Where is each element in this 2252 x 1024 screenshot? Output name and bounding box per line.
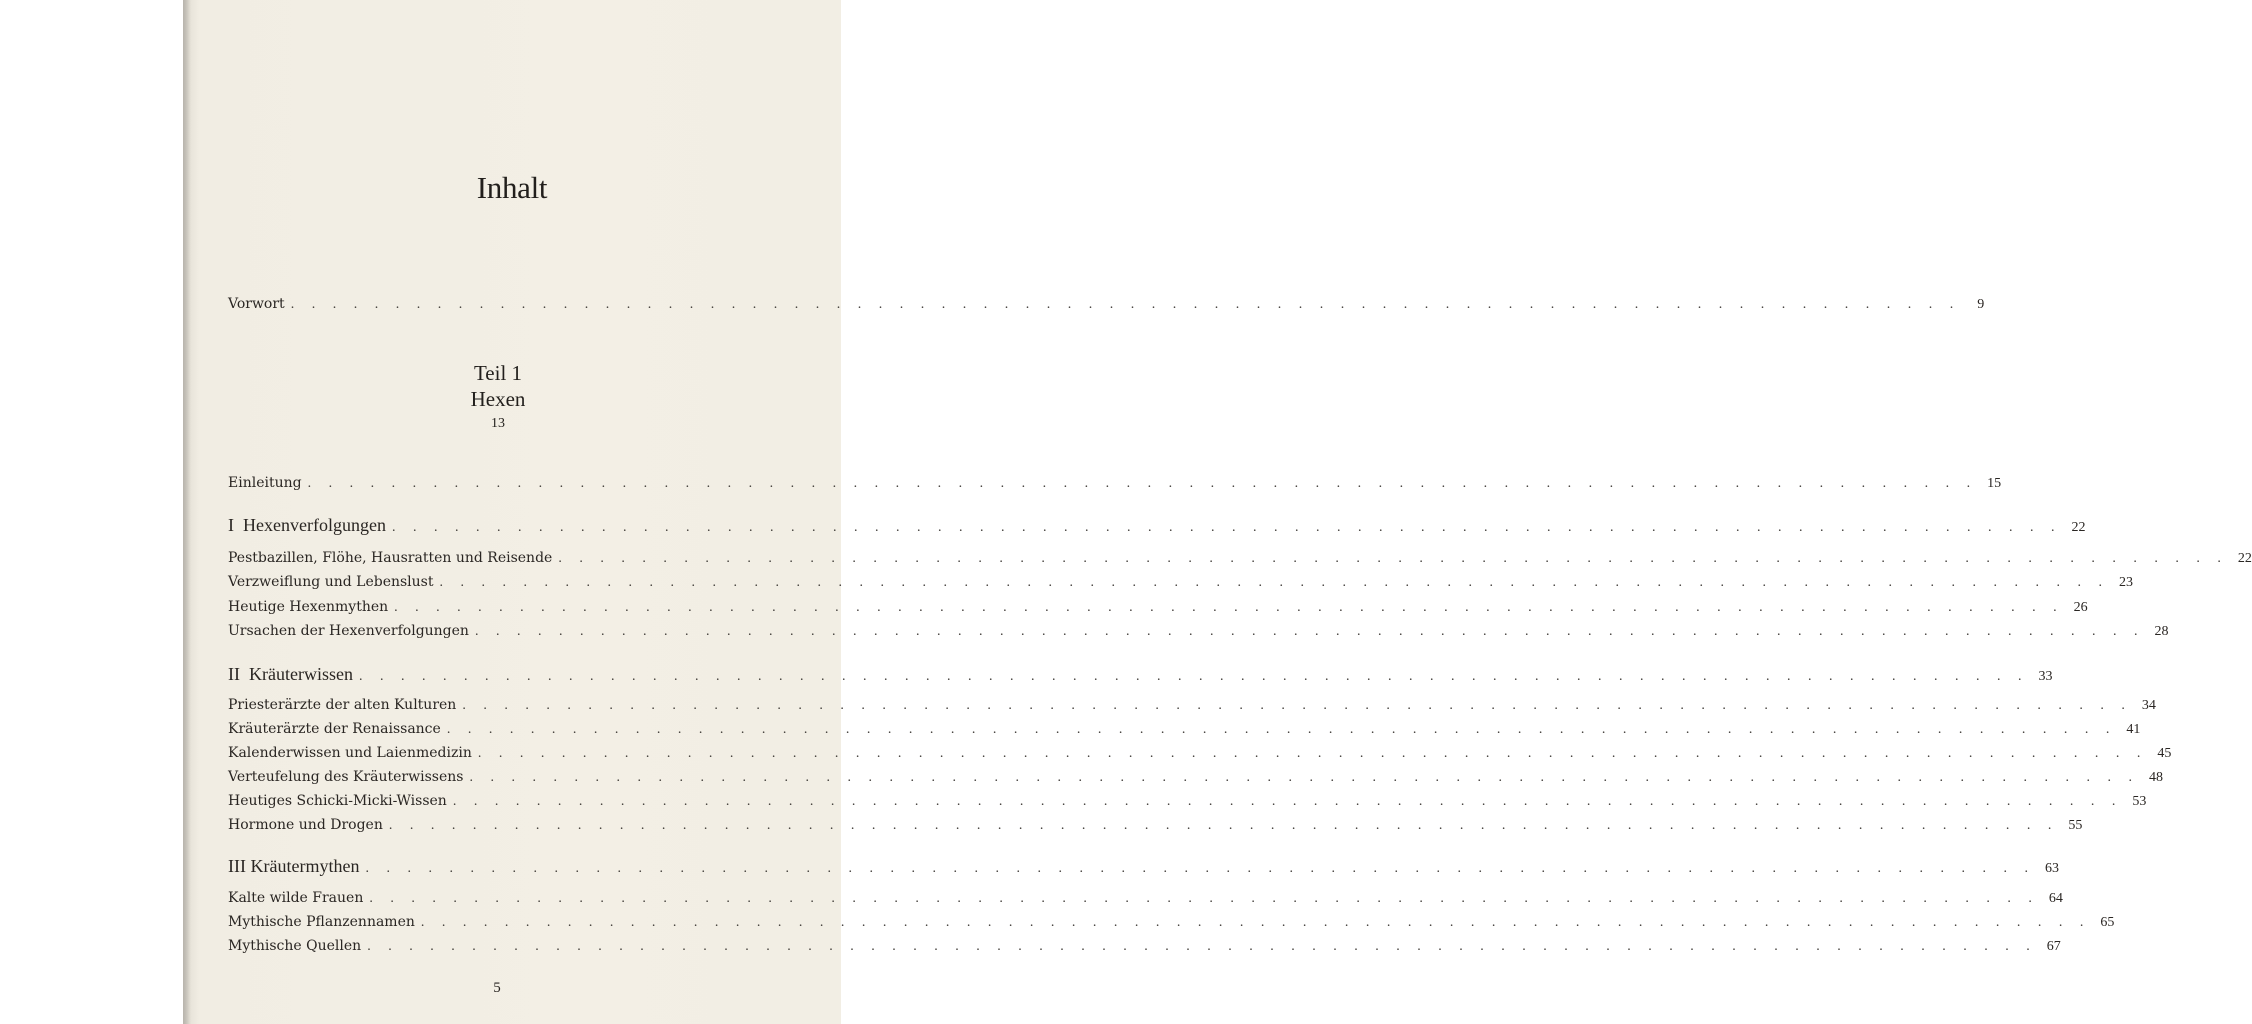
- dot-leader: . . . . . . . . . . . . . . . . . . . . . . . . . . . . . . . . . . . . . . . . . . . . . . . . . . . . . . . . . . . . . . . . . . . . . . . . . . . . . . . .: [446, 722, 2117, 737]
- toc-section: [228, 769, 2163, 789]
- section-label: Verzweiflung und Lebenslust: [228, 574, 434, 590]
- part-name: Hexen: [470, 387, 526, 411]
- dot-leader: . . . . . . . . . . . . . . . . . . . . . . . . . . . . . . . . . . . . . . . . . . . . . . . . . . . . . . . . . . . . . . . . . . . . . . . . . . . . . . . .: [394, 600, 2064, 615]
- toc-section: [228, 938, 2061, 958]
- dot-leader: . . . . . . . . . . . . . . . . . . . . . . . . . . . . . . . . . . . . . . . . . . . . . . . . . . . . . . . . . . . . . . . . . . . . . . . . . . . . . . . .: [290, 297, 1961, 312]
- toc-entry-preface: [228, 296, 1985, 316]
- toc-section: [228, 793, 2147, 813]
- section-label: Mythische Pflanzennamen: [228, 914, 415, 930]
- page-title: Inhalt: [476, 170, 548, 205]
- section-page: 23: [2119, 575, 2133, 590]
- toc-section: [228, 817, 2083, 837]
- toc-entry-page: 9: [1977, 297, 1985, 312]
- dot-leader: . . . . . . . . . . . . . . . . . . . . . . . . . . . . . . . . . . . . . . . . . . . . . . . . . . . . . . . . . . . . . . . . . . . . . . . . . . . . . . . .: [307, 476, 1978, 491]
- toc-chapter-1: [228, 515, 2086, 535]
- section-page: 67: [2046, 939, 2061, 954]
- part-page: 13: [491, 416, 505, 431]
- toc-entry-page: 15: [1987, 476, 2002, 491]
- section-page: 45: [2157, 746, 2172, 761]
- section-label: Priesterärzte der alten Kulturen: [228, 697, 457, 713]
- section-page: 41: [2126, 722, 2141, 737]
- section-page: 48: [2148, 770, 2163, 785]
- section-page: 26: [2073, 600, 2088, 615]
- section-page: 28: [2154, 624, 2169, 639]
- dot-leader: . . . . . . . . . . . . . . . . . . . . . . . . . . . . . . . . . . . . . . . . . . . . . . . . . . . . . . . . . . . . . . . . . . . . . . . . . . . . . . . .: [365, 861, 2035, 876]
- toc-entry-label: Vorwort: [228, 296, 285, 312]
- toc-section: [228, 745, 2172, 765]
- section-page: 34: [2141, 698, 2156, 713]
- section-label: Heutiges Schicki-Micki-Wissen: [228, 793, 447, 809]
- dot-leader: . . . . . . . . . . . . . . . . . . . . . . . . . . . . . . . . . . . . . . . . . . . . . . . . . . . . . . . . . . . . . . . . . . . . . . . . . . . . . . . .: [469, 770, 2139, 785]
- chapter-label: I Hexenverfolgungen: [228, 515, 386, 535]
- dot-leader: . . . . . . . . . . . . . . . . . . . . . . . . . . . . . . . . . . . . . . . . . . . . . . . . . . . . . . . . . . . . . . . . . . . . . . . . . . . . . . . .: [388, 818, 2059, 833]
- dot-leader: . . . . . . . . . . . . . . . . . . . . . . . . . . . . . . . . . . . . . . . . . . . . . . . . . . . . . . . . . . . . . . . . . . . . . . . . . . . . . . . .: [558, 551, 2228, 566]
- section-page: 65: [2100, 915, 2115, 930]
- toc-section: [228, 599, 2088, 619]
- section-label: Kalte wilde Frauen: [228, 890, 364, 906]
- toc-chapter-3: [228, 856, 2059, 876]
- chapter-label: III Kräutermythen: [228, 856, 360, 876]
- dot-leader: . . . . . . . . . . . . . . . . . . . . . . . . . . . . . . . . . . . . . . . . . . . . . . . . . . . . . . . . . . . . . . . . . . . . . . . . . . . . . . . .: [474, 624, 2145, 639]
- section-label: Heutige Hexenmythen: [228, 599, 389, 615]
- section-label: Pestbazillen, Flöhe, Hausratten und Reisende: [228, 550, 553, 566]
- toc-section: [228, 550, 2252, 570]
- toc-section: [228, 697, 2156, 717]
- page-number: 5: [493, 980, 501, 996]
- chapter-page: 33: [2038, 669, 2053, 684]
- section-page: 22: [2237, 551, 2252, 566]
- part-label: Teil 1: [473, 361, 523, 385]
- section-page: 53: [2132, 794, 2147, 809]
- dot-leader: . . . . . . . . . . . . . . . . . . . . . . . . . . . . . . . . . . . . . . . . . . . . . . . . . . . . . . . . . . . . . . . . . . . . . . . . . . . . . . . .: [477, 746, 2148, 761]
- section-label: Verteufelung des Kräuterwissens: [228, 769, 464, 785]
- dot-leader: . . . . . . . . . . . . . . . . . . . . . . . . . . . . . . . . . . . . . . . . . . . . . . . . . . . . . . . . . . . . . . . . . . . . . . . . . . . . . . . .: [420, 915, 2091, 930]
- toc-entry-label: Einleitung: [228, 475, 302, 491]
- toc-entry-intro: [228, 475, 2002, 495]
- section-label: Hormone und Drogen: [228, 817, 383, 833]
- chapter-page: 22: [2071, 520, 2086, 535]
- dot-leader: . . . . . . . . . . . . . . . . . . . . . . . . . . . . . . . . . . . . . . . . . . . . . . . . . . . . . . . . . . . . . . . . . . . . . . . . . . . . . . . .: [358, 669, 2029, 684]
- dot-leader: . . . . . . . . . . . . . . . . . . . . . . . . . . . . . . . . . . . . . . . . . . . . . . . . . . . . . . . . . . . . . . . . . . . . . . . . . . . . . . . .: [439, 575, 2109, 590]
- dot-leader: . . . . . . . . . . . . . . . . . . . . . . . . . . . . . . . . . . . . . . . . . . . . . . . . . . . . . . . . . . . . . . . . . . . . . . . . . . . . . . . .: [367, 939, 2037, 954]
- section-label: Kalenderwissen und Laienmedizin: [228, 745, 472, 761]
- section-page: 55: [2068, 818, 2083, 833]
- toc-section: [228, 914, 2115, 934]
- chapter-label: II Kräuterwissen: [228, 664, 353, 684]
- dot-leader: . . . . . . . . . . . . . . . . . . . . . . . . . . . . . . . . . . . . . . . . . . . . . . . . . . . . . . . . . . . . . . . . . . . . . . . . . . . . . . . .: [369, 891, 2039, 906]
- toc-section: [228, 574, 2133, 594]
- section-label: Kräuterärzte der Renaissance: [228, 721, 441, 737]
- dot-leader: . . . . . . . . . . . . . . . . . . . . . . . . . . . . . . . . . . . . . . . . . . . . . . . . . . . . . . . . . . . . . . . . . . . . . . . . . . . . . . . .: [462, 698, 2132, 713]
- dot-leader: . . . . . . . . . . . . . . . . . . . . . . . . . . . . . . . . . . . . . . . . . . . . . . . . . . . . . . . . . . . . . . . . . . . . . . . . . . . . . . . .: [452, 794, 2123, 809]
- section-page: 64: [2048, 891, 2063, 906]
- toc-section: [228, 623, 2169, 643]
- section-label: Ursachen der Hexenverfolgungen: [228, 623, 469, 639]
- book-page: [183, 0, 2252, 1024]
- toc-section: [228, 890, 2063, 910]
- dot-leader: . . . . . . . . . . . . . . . . . . . . . . . . . . . . . . . . . . . . . . . . . . . . . . . . . . . . . . . . . . . . . . . . . . . . . . . . . . . . . . . .: [391, 520, 2062, 535]
- spine-shadow: [183, 0, 191, 1024]
- toc-section: [228, 721, 2141, 741]
- section-label: Mythische Quellen: [228, 938, 362, 954]
- toc-chapter-2: [228, 664, 2053, 684]
- chapter-page: 63: [2044, 861, 2059, 876]
